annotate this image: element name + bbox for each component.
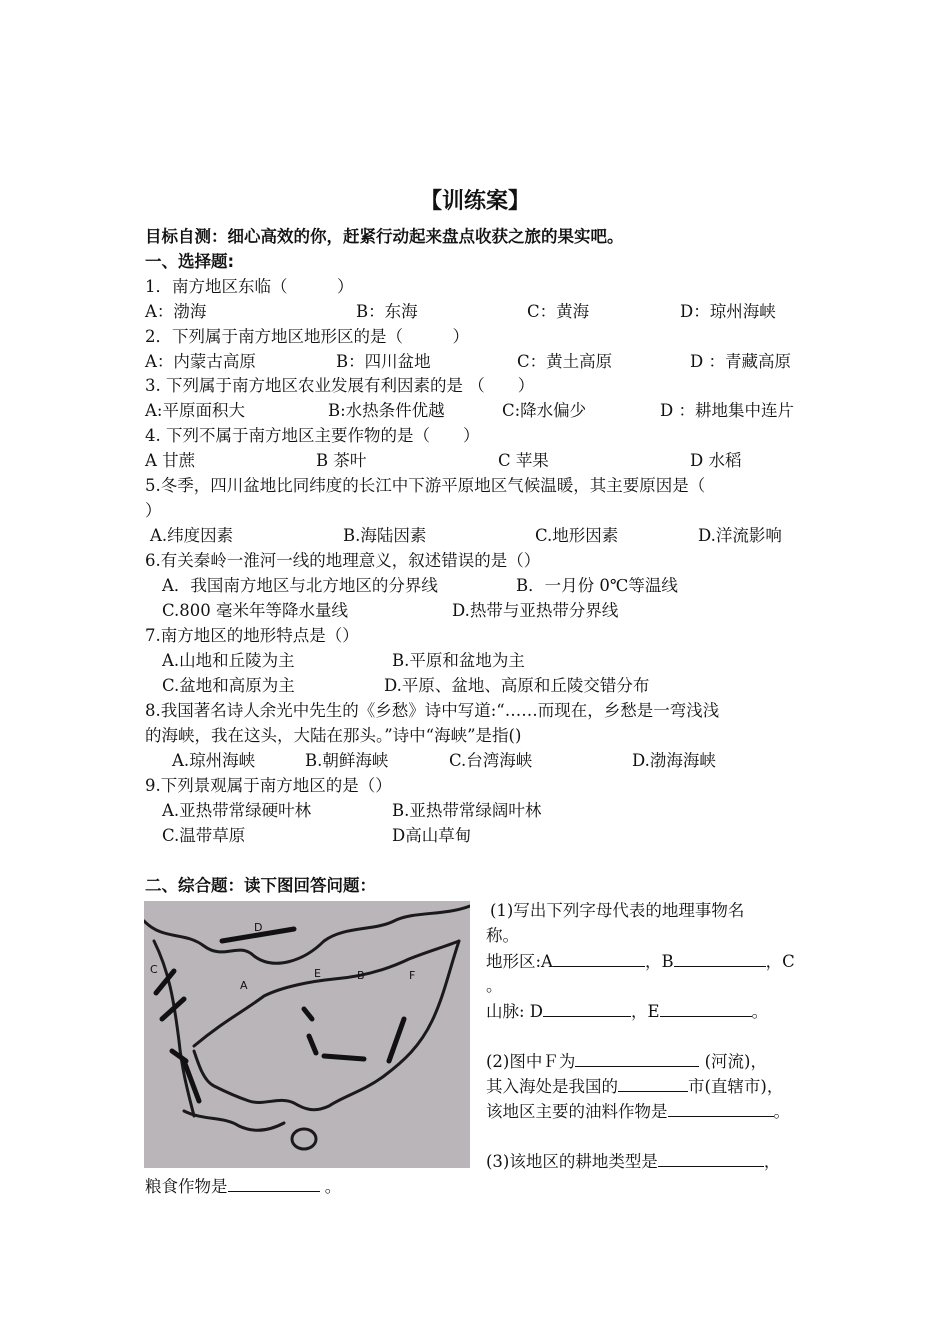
q3-option-d: D ：耕地集中连片 — [660, 401, 794, 420]
blank-f-river-field[interactable] — [575, 1050, 699, 1067]
q9-option-b: B.亚热带常绿阔叶林 — [392, 801, 542, 820]
p1-label-b: ，B — [644, 952, 674, 971]
map-label-e: E — [314, 967, 321, 980]
p3-end: 。 — [319, 1177, 342, 1196]
south-china-map-image — [144, 901, 470, 1168]
q1-option-c: C：黄海 — [527, 302, 590, 321]
q3-option-a: A:平原面积大 — [145, 401, 245, 420]
q6-option-a: A．我国南方地区与北方地区的分界线 — [162, 576, 438, 595]
blank-grain-field[interactable] — [228, 1175, 320, 1192]
p3-comma: ， — [763, 1152, 781, 1171]
q8-option-c: C.台湾海峡 — [449, 751, 533, 770]
section-choice-heading: 一、选择题: — [145, 252, 235, 271]
q3-option-b: B:水热条件优越 — [328, 401, 445, 420]
q6-option-b: B．一月份 0℃等温线 — [516, 576, 678, 595]
q3-stem: 3. 下列属于南方地区农业发展有利因素的是 （ ） — [145, 376, 535, 395]
q5-option-a: A.纬度因素 — [150, 526, 234, 545]
q7-option-a: A.山地和丘陵为主 — [162, 651, 295, 670]
page-title: 【训练案】 — [419, 189, 530, 214]
q7-stem: 7.南方地区的地形特点是（） — [145, 626, 359, 645]
p1-end: 。 — [751, 1002, 769, 1021]
q9-option-d: D高山草甸 — [392, 826, 472, 845]
q5-option-b: B.海陆因素 — [343, 526, 427, 545]
map-label-b: B — [357, 969, 365, 982]
q6-option-d: D.热带与亚热带分界线 — [452, 601, 619, 620]
q5-option-c: C.地形因素 — [535, 526, 619, 545]
blank-a-field[interactable] — [553, 950, 645, 967]
q6-option-c: C.800 毫米年等降水量线 — [162, 601, 349, 620]
p2-line2 — [486, 1075, 783, 1098]
section-comprehensive-heading: 二、综合题：读下图回答问题： — [145, 876, 376, 895]
p2-line3 — [486, 1100, 790, 1123]
p1-line4: 。 — [486, 976, 503, 995]
q8-option-a: A.琼州海峡 — [172, 751, 256, 770]
blank-city-field[interactable] — [618, 1075, 688, 1092]
q7-option-b: B.平原和盆地为主 — [392, 651, 525, 670]
q4-option-d: D 水稻 — [690, 451, 742, 470]
q4-option-b: B 茶叶 — [316, 451, 367, 470]
q8-option-b: B.朝鲜海峡 — [305, 751, 389, 770]
p3-label-grain: 粮食作物是 — [145, 1177, 228, 1196]
q8-option-d: D.渤海海峡 — [632, 751, 716, 770]
p2-line1 — [486, 1050, 767, 1073]
p2-label-city: 市(直辖市)， — [688, 1077, 784, 1096]
q2-option-c: C：黄土高原 — [517, 352, 613, 371]
q4-option-c: C 苹果 — [498, 451, 549, 470]
p1-line2: 称。 — [486, 926, 519, 945]
goal-line: 目标自测：细心高效的你，赶紧行动起来盘点收获之旅的果实吧。 — [145, 227, 624, 246]
p2-label-oilcrop: 该地区主要的油料作物是 — [486, 1102, 668, 1121]
q5-option-d: D.洋流影响 — [698, 526, 782, 545]
blank-e-field[interactable] — [660, 1000, 752, 1017]
q1-option-d: D：琼州海峡 — [680, 302, 776, 321]
map-label-d: D — [254, 921, 263, 934]
q1-option-b: B：东海 — [356, 302, 418, 321]
q7-option-d: D.平原、盆地、高原和丘陵交错分布 — [384, 676, 650, 695]
map-label-c: C — [150, 963, 158, 976]
q5-stem: 5.冬季，四川盆地比同纬度的长江中下游平原地区气候温暖，其主要原因是（ — [145, 476, 706, 495]
p1-label-a: 地形区:A — [486, 952, 553, 971]
q4-stem: 4. 下列不属于南方地区主要作物的是（ ） — [145, 426, 480, 445]
blank-b-field[interactable] — [674, 950, 766, 967]
p3-line2 — [145, 1175, 341, 1198]
q7-option-c: C.盆地和高原为主 — [162, 676, 295, 695]
blank-d-field[interactable] — [543, 1000, 631, 1017]
p2-end: 。 — [773, 1102, 790, 1121]
q1-stem: 1．南方地区东临（ ） — [145, 277, 354, 296]
q2-option-d: D ：青藏高原 — [690, 352, 791, 371]
p1-label-c: ，C — [765, 952, 795, 971]
p2-label-estuary: 其入海处是我国的 — [486, 1077, 618, 1096]
blank-oilcrop-field[interactable] — [668, 1100, 774, 1117]
p1-label-e: ，E — [631, 1002, 660, 1021]
p3-line1 — [486, 1150, 780, 1173]
q6-stem: 6.有关秦岭一淮河一线的地理意义，叙述错误的是（） — [145, 551, 541, 570]
q8-stem-cont: 的海峡，我在这头，大陆在那头。”诗中“海峡”是指() — [145, 726, 522, 745]
p1-line1: (1)写出下列字母代表的地理事物名 — [490, 901, 745, 920]
q2-stem: 2．下列属于南方地区地形区的是（ ） — [145, 327, 469, 346]
p1-line3 — [486, 950, 795, 973]
q2-option-a: A：内蒙古高原 — [145, 352, 256, 371]
q5-stem-cont: ） — [145, 501, 162, 520]
q8-stem: 8.我国著名诗人余光中先生的《乡愁》诗中写道:“……而现在，乡愁是一弯浅浅 — [145, 701, 720, 720]
p3-label-farmland: (3)该地区的耕地类型是 — [486, 1152, 658, 1171]
q3-option-c: C:降水偏少 — [502, 401, 587, 420]
q9-stem: 9.下列景观属于南方地区的是（） — [145, 776, 392, 795]
q1-option-a: A：渤海 — [145, 302, 207, 321]
map-drawing — [144, 901, 470, 1168]
blank-farmland-field[interactable] — [658, 1150, 764, 1167]
map-label-f: F — [409, 969, 416, 982]
p2-label-river: (河流)， — [699, 1052, 767, 1071]
q2-option-b: B：四川盆地 — [336, 352, 431, 371]
q9-option-c: C.温带草原 — [162, 826, 246, 845]
p1-line5 — [486, 1000, 768, 1023]
q9-option-a: A.亚热带常绿硬叶林 — [162, 801, 312, 820]
q4-option-a: A 甘蔗 — [145, 451, 196, 470]
p1-label-d: 山脉: D — [486, 1002, 544, 1021]
map-label-a: A — [240, 979, 248, 992]
p2-label-f: (2)图中Ｆ为 — [486, 1052, 576, 1071]
